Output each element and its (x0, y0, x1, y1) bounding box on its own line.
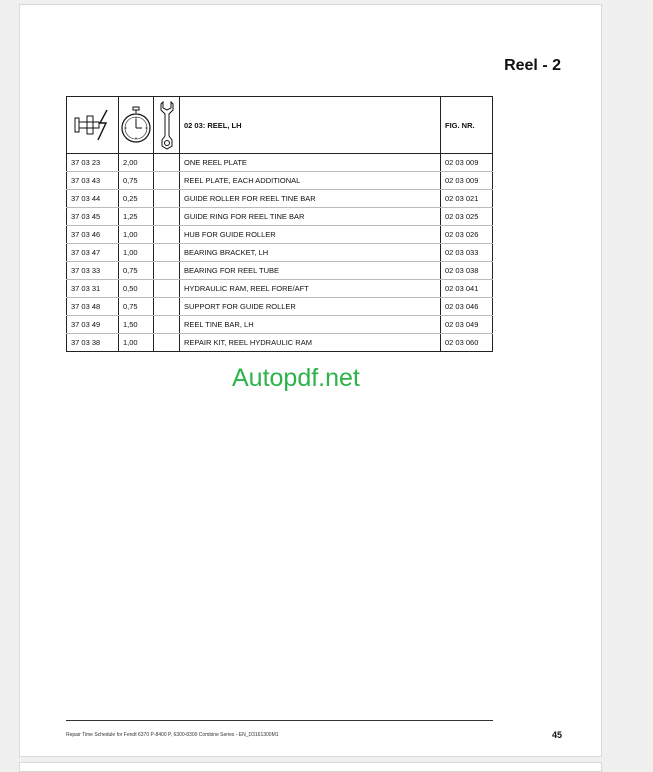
description: BEARING FOR REEL TUBE (180, 262, 441, 280)
fig-number: 02 03 025 (441, 208, 493, 226)
shaft-pulse-icon (73, 108, 113, 142)
fig-number: 02 03 060 (441, 334, 493, 352)
description: BEARING BRACKET, LH (180, 244, 441, 262)
footer-rule (66, 720, 493, 721)
operation-code: 37 03 23 (67, 154, 119, 172)
operation-code: 37 03 43 (67, 172, 119, 190)
tool-cell (154, 334, 180, 352)
tool-cell (154, 190, 180, 208)
time-value: 1,25 (119, 208, 154, 226)
wrench-icon (159, 100, 175, 150)
tool-cell (154, 154, 180, 172)
table-row (67, 244, 493, 262)
section-title: 02 03: REEL, LH (180, 97, 441, 154)
fig-number: 02 03 049 (441, 316, 493, 334)
footer-text: Repair Time Schedule for Fendt 6370 P-8400 P, 6300-8300 Combine Series - EN_D3161300M1 (66, 732, 279, 738)
tool-cell (154, 208, 180, 226)
description: ONE REEL PLATE (180, 154, 441, 172)
tool-cell (154, 298, 180, 316)
time-value: 0,25 (119, 190, 154, 208)
operation-code: 37 03 47 (67, 244, 119, 262)
tool-cell (154, 226, 180, 244)
time-value: 1,00 (119, 244, 154, 262)
tool-cell (154, 316, 180, 334)
fig-number: 02 03 033 (441, 244, 493, 262)
operation-code: 37 03 44 (67, 190, 119, 208)
description: GUIDE RING FOR REEL TINE BAR (180, 208, 441, 226)
table-row (67, 334, 493, 352)
table-row (67, 154, 493, 172)
time-value: 0,75 (119, 172, 154, 190)
stopwatch-icon (120, 106, 152, 144)
time-value: 1,50 (119, 316, 154, 334)
operation-icon-cell (67, 97, 119, 154)
page-title: Reel - 2 (504, 57, 561, 74)
fig-number-header: FIG. NR. (441, 97, 493, 154)
page-number: 45 (551, 730, 562, 740)
table-header (67, 97, 493, 154)
tool-cell (154, 172, 180, 190)
fig-number: 02 03 046 (441, 298, 493, 316)
time-icon-cell (119, 97, 154, 154)
fig-number: 02 03 041 (441, 280, 493, 298)
time-value: 0,75 (119, 262, 154, 280)
table-row (67, 172, 493, 190)
fig-number: 02 03 009 (441, 172, 493, 190)
description: REPAIR KIT, REEL HYDRAULIC RAM (180, 334, 441, 352)
operation-code: 37 03 46 (67, 226, 119, 244)
tool-cell (154, 244, 180, 262)
operation-code: 37 03 31 (67, 280, 119, 298)
repair-time-table (66, 96, 493, 352)
time-value: 1,00 (119, 226, 154, 244)
table-row (67, 226, 493, 244)
fig-number: 02 03 009 (441, 154, 493, 172)
table-row (67, 280, 493, 298)
description: HUB FOR GUIDE ROLLER (180, 226, 441, 244)
operation-code: 37 03 49 (67, 316, 119, 334)
tool-cell (154, 280, 180, 298)
table-row (67, 316, 493, 334)
description: SUPPORT FOR GUIDE ROLLER (180, 298, 441, 316)
time-value: 1,00 (119, 334, 154, 352)
time-value: 0,50 (119, 280, 154, 298)
tool-icon-cell (154, 97, 180, 154)
table-row (67, 190, 493, 208)
tool-cell (154, 262, 180, 280)
table-row (67, 298, 493, 316)
operation-code: 37 03 45 (67, 208, 119, 226)
watermark: Autopdf.net (232, 364, 360, 392)
description: REEL PLATE, EACH ADDITIONAL (180, 172, 441, 190)
operation-code: 37 03 33 (67, 262, 119, 280)
description: GUIDE ROLLER FOR REEL TINE BAR (180, 190, 441, 208)
time-value: 0,75 (119, 298, 154, 316)
fig-number: 02 03 038 (441, 262, 493, 280)
fig-number: 02 03 021 (441, 190, 493, 208)
time-value: 2,00 (119, 154, 154, 172)
description: HYDRAULIC RAM, REEL FORE/AFT (180, 280, 441, 298)
table-row (67, 208, 493, 226)
operation-code: 37 03 48 (67, 298, 119, 316)
table-row (67, 262, 493, 280)
fig-number: 02 03 026 (441, 226, 493, 244)
next-page-edge (19, 762, 602, 772)
operation-code: 37 03 38 (67, 334, 119, 352)
description: REEL TINE BAR, LH (180, 316, 441, 334)
